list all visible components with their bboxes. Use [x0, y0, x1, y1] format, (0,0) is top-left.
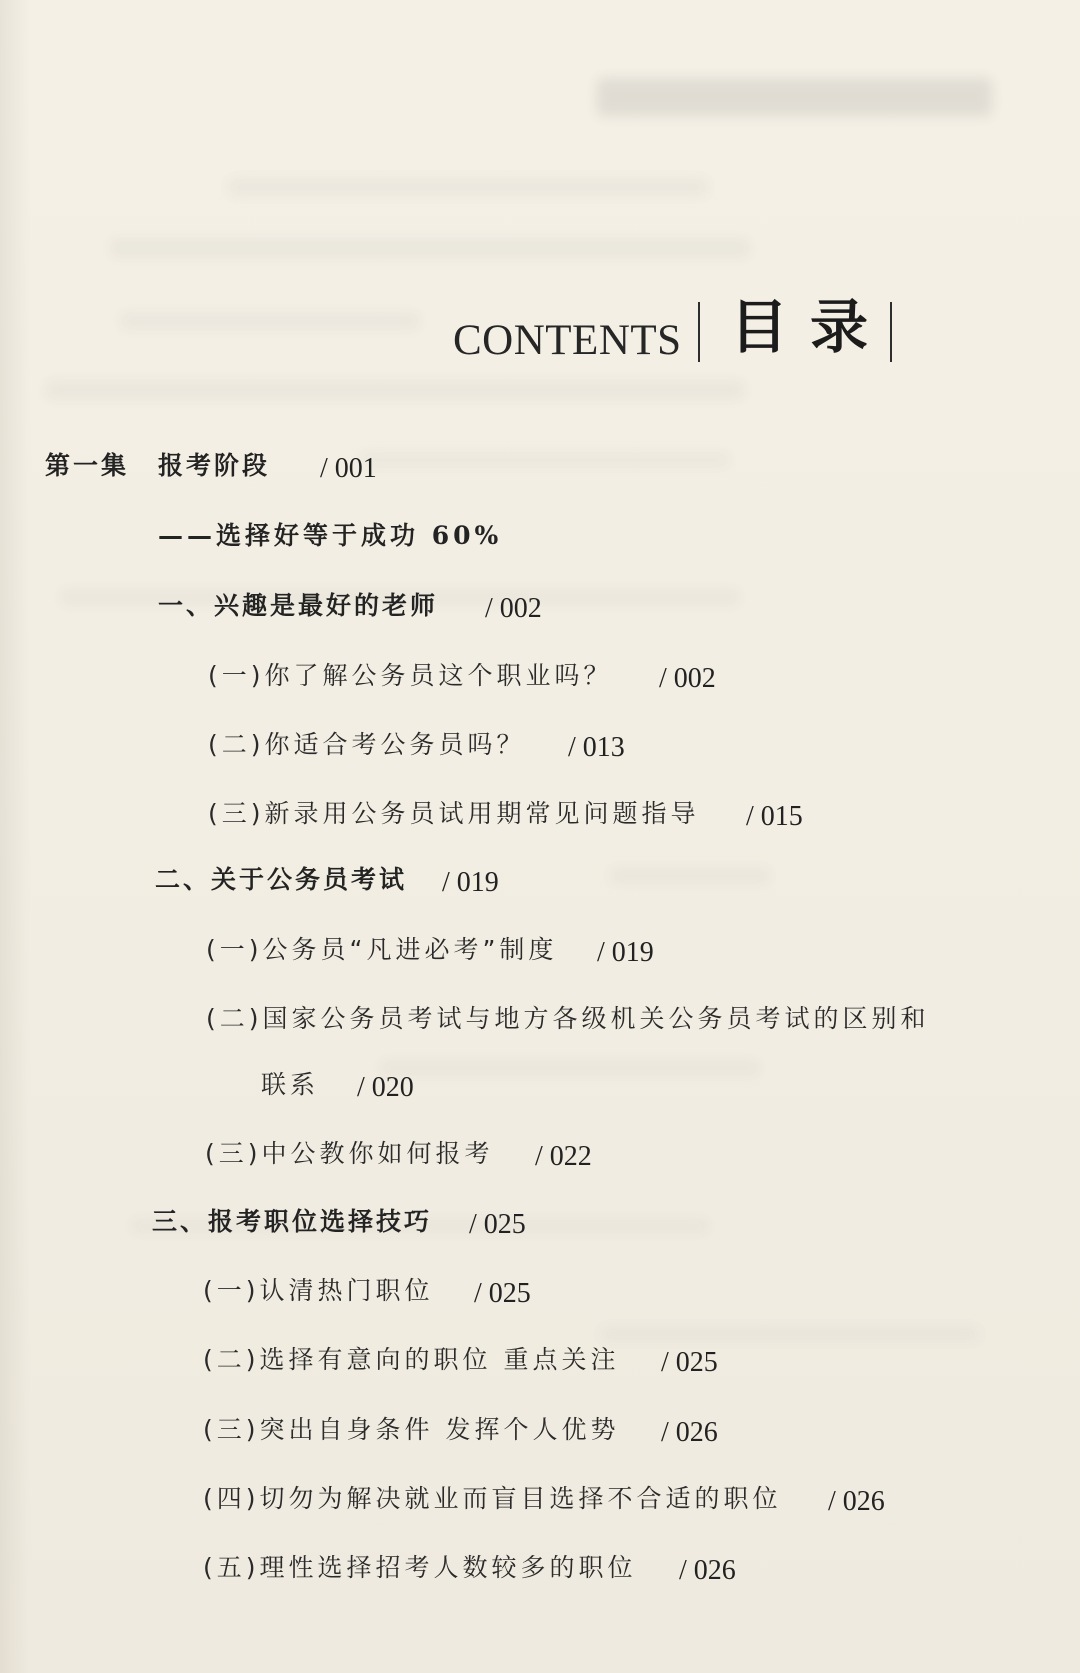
- toc-entry-title: (一)你了解公务员这个职业吗？: [208, 661, 613, 690]
- toc-row: [0, 591, 1080, 624]
- toc-entry-page-number: / 020: [357, 1072, 414, 1103]
- part-label: 第一集: [45, 451, 130, 480]
- toc-entry-page-number: / 015: [746, 801, 803, 832]
- bleed-through-shadow: [120, 312, 420, 330]
- toc-entry-page-number: / 026: [828, 1486, 885, 1517]
- bleed-through-shadow: [110, 238, 750, 258]
- toc-entry-title: (二)选择有意向的职位 重点关注: [203, 1345, 620, 1374]
- section-page-number: / 002: [485, 593, 542, 624]
- toc-entry-title: (四)切勿为解决就业而盲目选择不合适的职位: [203, 1484, 782, 1513]
- toc-entry-page-number: / 013: [568, 732, 625, 763]
- part-subtitle: ——选择好等于成功 60%: [158, 521, 503, 550]
- section-page-number: / 019: [442, 867, 499, 898]
- section-title: 三、报考职位选择技巧: [152, 1207, 433, 1236]
- part-page-number: / 001: [320, 453, 377, 484]
- bleed-through-shadow: [600, 1326, 980, 1342]
- toc-entry-title: (三)新录用公务员试用期常见问题指导: [208, 799, 700, 828]
- toc-row: [0, 1553, 1080, 1586]
- heading-divider-left: [698, 302, 700, 362]
- toc-row: [0, 521, 1080, 551]
- toc-row: [0, 799, 1080, 832]
- bleed-through-shadow: [597, 78, 992, 116]
- toc-row: [0, 1070, 1080, 1103]
- bleed-through-shadow: [45, 380, 745, 400]
- bleed-through-shadow: [228, 178, 708, 196]
- section-title: 二、关于公务员考试: [155, 865, 408, 894]
- toc-entry-page-number: / 022: [535, 1141, 592, 1172]
- toc-entry-page-number: / 026: [661, 1417, 718, 1448]
- toc-row: [0, 865, 1080, 898]
- toc-entry-title: (三)中公教你如何报考: [205, 1139, 494, 1168]
- toc-entry-page-number: / 026: [679, 1555, 736, 1586]
- toc-entry-title-line-2: 联系: [261, 1070, 320, 1099]
- toc-entry-page-number: / 025: [661, 1347, 718, 1378]
- toc-entry-title: (一)认清热门职位: [203, 1276, 434, 1305]
- toc-row: [0, 1139, 1080, 1172]
- toc-row: [0, 451, 1080, 484]
- toc-entry-title: (一)公务员“凡进必考”制度: [206, 935, 558, 964]
- section-page-number: / 025: [469, 1209, 526, 1240]
- toc-row: [0, 730, 1080, 763]
- toc-row: [0, 1415, 1080, 1448]
- toc-entry-page-number: / 002: [659, 663, 716, 694]
- toc-entry-page-number: / 025: [474, 1278, 531, 1309]
- toc-row: [0, 661, 1080, 694]
- toc-row: [0, 1207, 1080, 1240]
- toc-entry-title-line-1: (二)国家公务员考试与地方各级机关公务员考试的区别和: [206, 1004, 930, 1033]
- contents-heading-en: CONTENTS: [453, 317, 682, 364]
- contents-heading-zh: 目录: [730, 293, 891, 361]
- section-title: 一、兴趣是最好的老师: [158, 591, 439, 620]
- toc-entry-page-number: / 019: [597, 937, 654, 968]
- toc-entry-title: (二)你适合考公务员吗？: [208, 730, 526, 759]
- toc-row: [0, 1345, 1080, 1378]
- toc-row: [0, 1276, 1080, 1309]
- toc-entry-title: (三)突出自身条件 发挥个人优势: [203, 1415, 620, 1444]
- toc-row: [0, 1484, 1080, 1517]
- toc-row: [0, 935, 1080, 968]
- toc-row: [0, 1004, 1080, 1034]
- part-title: 报考阶段: [158, 451, 271, 480]
- heading-divider-right: [890, 302, 892, 362]
- toc-entry-title: (五)理性选择招考人数较多的职位: [203, 1553, 637, 1582]
